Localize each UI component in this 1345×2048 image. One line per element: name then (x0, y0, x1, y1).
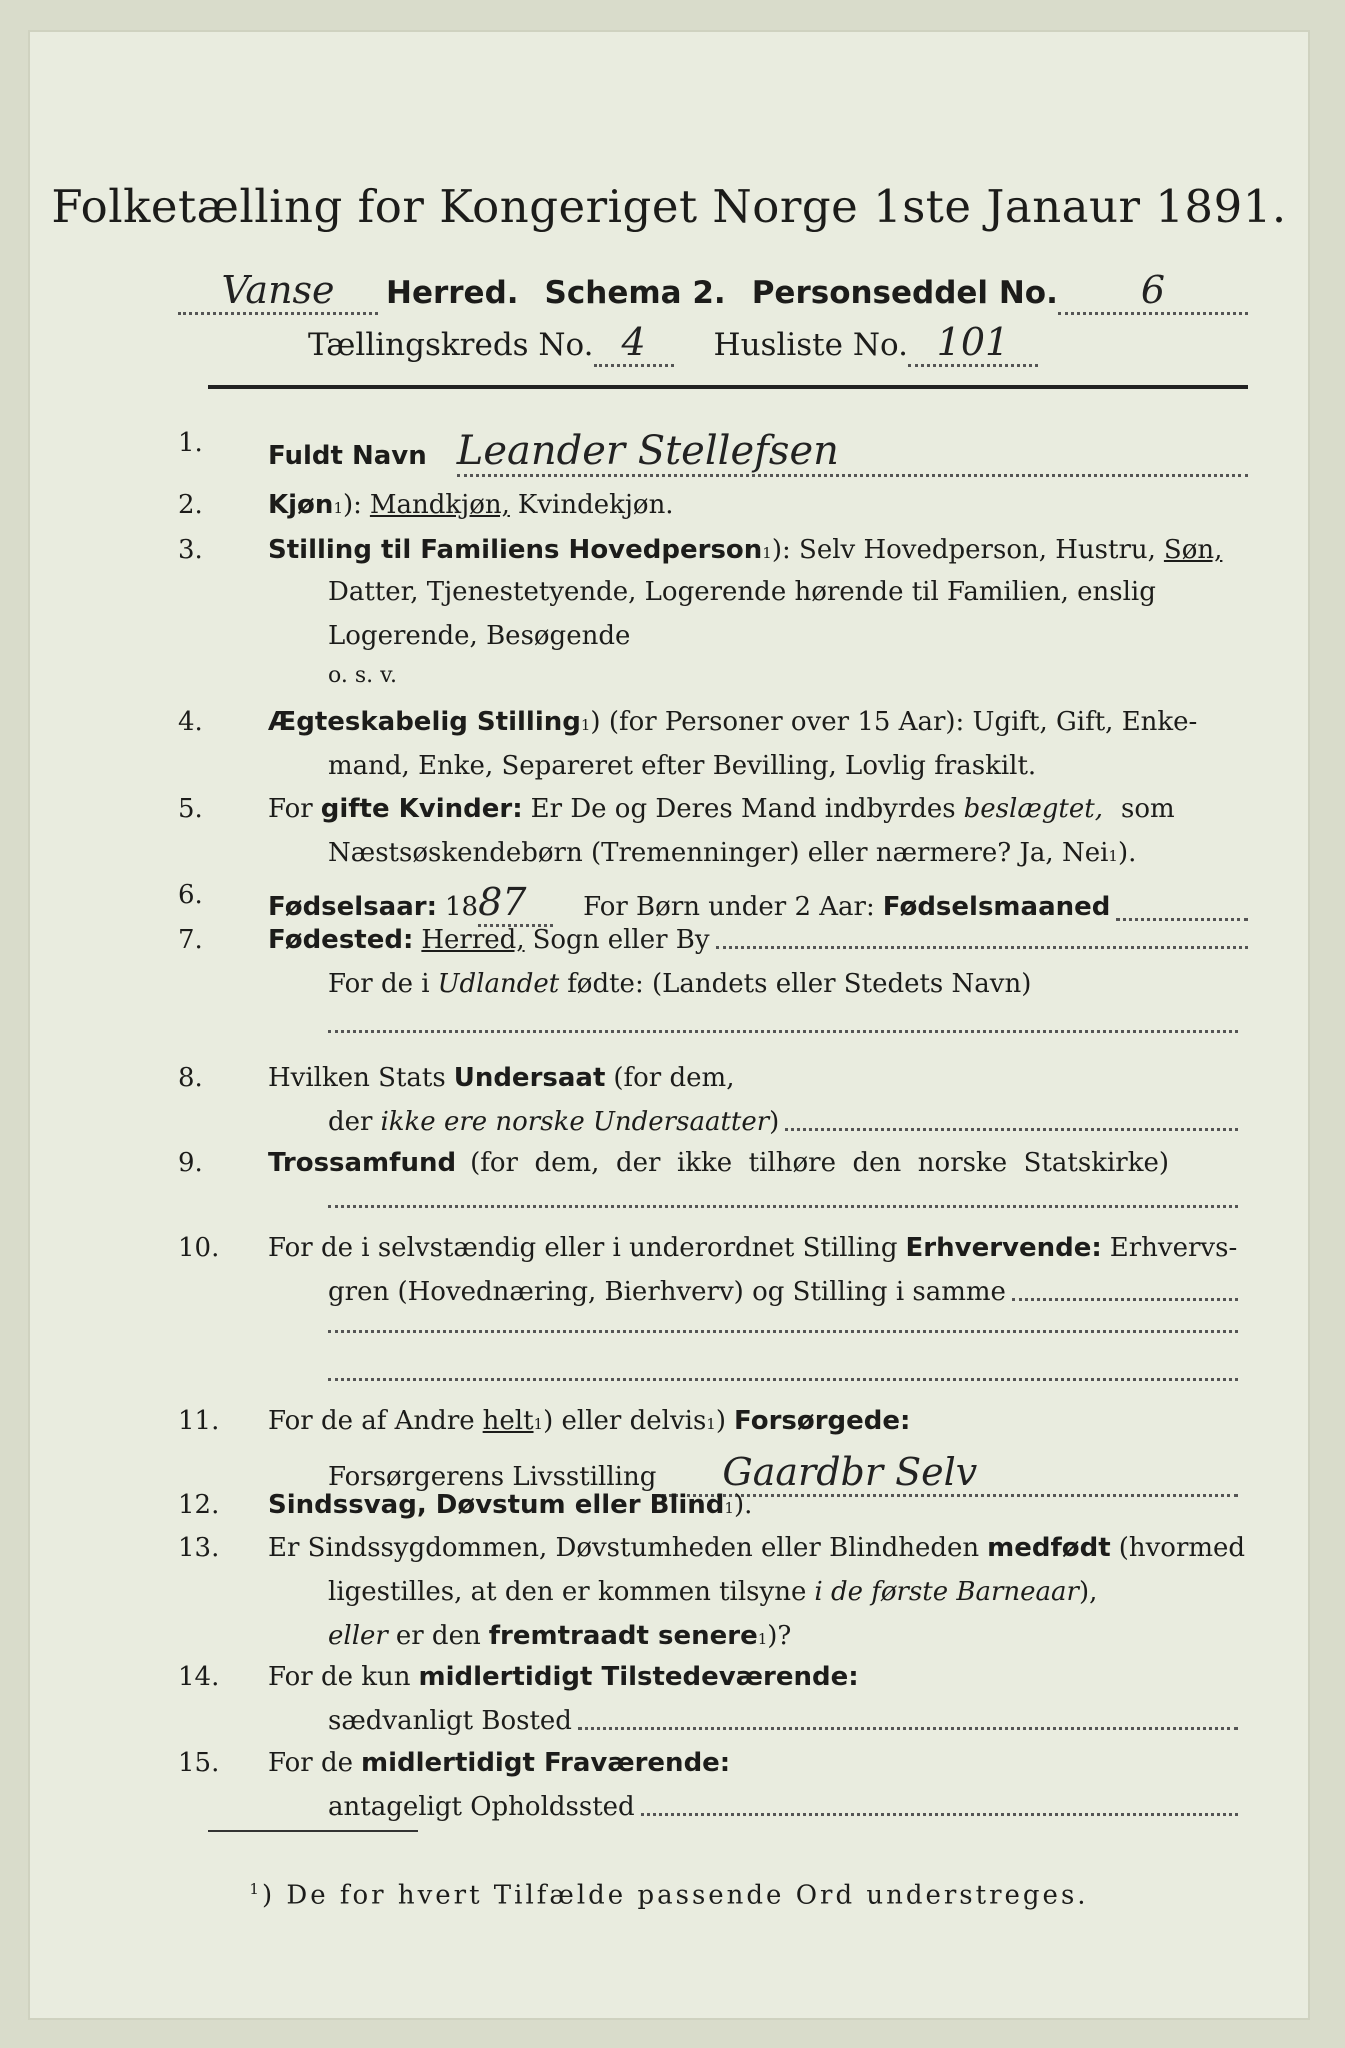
fuldt-navn-label: Fuldt Navn (268, 441, 427, 471)
kreds-line (308, 320, 1188, 367)
year-handwriting: 87 (478, 880, 553, 927)
ligestilles-text: ligestilles, at den er kommen tilsyne (328, 1577, 807, 1607)
trossamfund-label: Trossamfund (268, 1148, 457, 1178)
footnote-sup: 1 (249, 1880, 262, 1898)
born-under-2-text: For Børn under 2 Aar: (583, 892, 875, 922)
delvis-text: ) eller delvis (543, 1406, 707, 1436)
husliste-label: Husliste No. (713, 327, 908, 363)
tilstedevaerende-label: midlertidigt Tilstedeværende: (418, 1662, 859, 1692)
kjon-colon: ): (342, 490, 362, 520)
item-number: 4. (178, 707, 203, 737)
fodested-field (716, 945, 1248, 949)
item-number: 11. (178, 1406, 220, 1436)
erhvervende-label: Erhvervende: (905, 1233, 1102, 1263)
sindssvag-label: Sindssvag, Døvstum eller Blind (268, 1490, 725, 1520)
herred-option: Herred, (421, 925, 525, 955)
erhverv-text: For de i selvstændig eller i underordnet Stilling (268, 1233, 898, 1263)
beslaegtet-text: beslægtet, (963, 794, 1103, 824)
fremtraadt-label: fremtraadt senere (488, 1621, 758, 1651)
stilling-line-3: Logerende, Besøgende (328, 621, 631, 651)
udland-text-a: For de i (328, 969, 430, 999)
for-text: For (268, 794, 313, 824)
der-text: der (328, 1107, 373, 1137)
erhverv-field (1012, 1297, 1238, 1301)
opholdssted-field (641, 1812, 1238, 1816)
item-number: 7. (178, 925, 203, 955)
kvindekjon-option: Kvindekjøn. (517, 490, 674, 520)
herred-label: Herred. (386, 275, 519, 311)
item-number: 8. (178, 1063, 203, 1093)
end-text: ). (733, 1490, 753, 1520)
udland-text-b: fødte: (Landets eller Stedets Navn) (567, 969, 1032, 999)
trossamfund-field (328, 1205, 1238, 1208)
footnote (28, 1880, 1310, 1911)
hvormed-text: (hvormed (1118, 1533, 1246, 1563)
item-number: 2. (178, 490, 203, 520)
livsstilling-handwriting: Gaardbr Selv (662, 1450, 1238, 1497)
year-prefix: 18 (445, 892, 479, 922)
hvilken-stats-text: Hvilken Stats (268, 1063, 446, 1093)
aegteskab-label: Ægteskabelig Stilling (268, 707, 581, 737)
schema-label: Schema 2. (544, 275, 726, 311)
trossamfund-text: (for dem, der ikke tilhøre den norske Statskirke) (470, 1148, 1169, 1178)
gifte-kvinder-line-2: Næstsøskendebørn (Tremenninger) eller nærmere? Ja, Nei (328, 838, 1109, 868)
erhverv-field-2 (328, 1330, 1238, 1333)
footnote-mark: 1 (580, 716, 591, 734)
undersaat-label: Undersaat (453, 1063, 606, 1093)
footnote-mark: 1 (762, 544, 772, 562)
gifte-kvinder-question: Er De og Deres Mand indbyrdes (530, 794, 956, 824)
opholdssted-text: antageligt Opholdssted (328, 1792, 635, 1822)
herred-handwriting: Vanse (178, 268, 378, 315)
forsorget-text: For de af Andre (268, 1406, 475, 1436)
form-title: Folketælling for Kongeriget Norge 1ste Janaur 1891. (51, 180, 1287, 233)
herred-line (178, 268, 1248, 315)
medfodt-label: medfødt (987, 1533, 1111, 1563)
fravaerende-label: midlertidigt Fraværende: (361, 1748, 731, 1778)
item-number: 5. (178, 794, 203, 824)
erhvervs-text: Erhvervs- (1109, 1233, 1238, 1263)
item-number: 9. (178, 1148, 203, 1178)
aegteskab-options: ) (for Personer over 15 Aar): Ugift, Gift, Enke- (590, 707, 1198, 737)
item-number: 12. (178, 1490, 220, 1520)
gifte-kvinder-label: gifte Kvinder: (320, 794, 523, 824)
personseddel-handwriting: 6 (1058, 268, 1248, 315)
erhverv-field-3 (328, 1378, 1238, 1381)
sindssygdom-text: Er Sindssygdommen, Døvstumheden eller Blindheden (268, 1533, 980, 1563)
personseddel-label: Personseddel No. (751, 275, 1058, 311)
eller-text: eller (328, 1621, 388, 1651)
header-rule (208, 385, 1248, 389)
paren: ) (715, 1406, 726, 1436)
item-number: 14. (178, 1662, 220, 1692)
footnote-mark: 1 (333, 499, 343, 517)
item-number: 6. (178, 880, 203, 910)
erhverv-line-2: gren (Hovednæring, Bierhverv) og Stilling i samme (328, 1277, 1006, 1307)
kreds-label: Tællingskreds No. (308, 327, 594, 363)
item-number: 13. (178, 1533, 220, 1563)
footnote-text: ) De for hvert Tilfælde passende Ord understreges. (261, 1880, 1089, 1911)
fodselsaar-label: Fødselsaar: (268, 892, 437, 922)
aegteskab-line-2: mand, Enke, Separeret efter Bevilling, Lovlig fraskilt. (328, 751, 1037, 781)
stilling-options: ): Selv Hovedperson, Hustru, (771, 535, 1156, 565)
census-form: Folketælling for Kongeriget Norge 1ste Janaur 1891. Vanse Herred. Schema 2. Personseddel No. 6 Tællingskreds No. 4 Husliste No. 101 1. Fuldt Navn Leander Stellefsen 2. Kjøn 1 ): Mandkjøn, Kvindekjøn. 3. Stilling til Familiens Hovedperson 1 ): Selv Hovedperson, Hustru, Søn, Datter, Tjenestetyende, Logerende hørende til Familien, enslig Logerende, Besøgende o. s. v. 4. Ægteskabelig Stilling 1 ) (for Personer over 15 Aar): Ugift, Gift, Enke- mand, Enke, Separeret efter Bevilling, Lovlig fraskilt. 5. For gifte Kvinder: Er De og Deres Mand indbyrdes beslægtet, som Næstsøskendebørn (Tremenninger) eller nærmere? Ja, Nei 1 ). 6. Fødselsaar: 18 87 For Børn under 2 Aar: Fødselsmaaned 7. Fødested: Herred, Sogn eller By For de i Udlandet fødte: (Landets eller Stedets Navn) 8. Hvilken Stats Undersaat (for dem, der ikke ere norske Undersaatter ) 9. Trossamfund (for dem, der ikke tilhøre den norske Statskirke) 10. For de i selvstændig eller i underordnet Stilling Erhvervende: Erhvervs- gren (Hovednæring, Bierhverv) og Stilling i samme 11. For de af Andre helt 1 ) eller delvis 1 ) Forsørgede: Forsørgerens Livsstilling Gaardbr Selv 12. Sindssvag, Døvstum eller Blind 1 ). 13. Er Sindssygdommen, Døvstumheden eller Blindheden medfødt (hvormed ligestilles, at den er kommen tilsyne i de første Barneaar ), eller er den fremtraadt senere 1 )? 14. For de kun midlertidigt Tilstedeværende: sædvanligt Bosted 15. For de midlertidigt Fraværende: antageligt Opholdssted $^1$) De for hvert Tilfælde passende Ord understreges. (28, 30, 1310, 2020)
udland-field (328, 1030, 1238, 1033)
son-option: Søn, (1163, 535, 1223, 565)
item-number: 15. (178, 1748, 220, 1778)
item-number: 3. (178, 535, 203, 565)
fodselsmaaned-field (1116, 917, 1248, 921)
helt-option: helt (482, 1406, 534, 1436)
sogn-by-text: Sogn eller By (532, 925, 710, 955)
close-text: ), (1078, 1577, 1098, 1607)
husliste-handwriting: 101 (908, 320, 1038, 367)
som-text: som (1120, 794, 1175, 824)
for-dem-text: (for dem, (613, 1063, 735, 1093)
question-end: )? (767, 1621, 792, 1651)
stilling-line-4: o. s. v. (328, 663, 397, 688)
for-de-text: For de (268, 1748, 353, 1778)
for-de-kun-text: For de kun (268, 1662, 411, 1692)
undersaat-field (785, 1127, 1238, 1131)
name-handwriting: Leander Stellefsen (457, 428, 1248, 477)
barneaar-text: i de første Barneaar (814, 1577, 1079, 1607)
item-number: 1. (178, 428, 203, 458)
er-den-text: er den (395, 1621, 481, 1651)
fodested-label: Fødested: (268, 925, 414, 955)
forsorgede-label: Forsørgede: (734, 1406, 911, 1436)
kreds-handwriting: 4 (594, 320, 674, 367)
kjon-label: Kjøn (268, 490, 334, 520)
bosted-text: sædvanligt Bosted (328, 1706, 572, 1736)
bosted-field (578, 1726, 1238, 1730)
item-number: 10. (178, 1233, 220, 1263)
stilling-label: Stilling til Familiens Hovedperson (268, 535, 763, 565)
udlandet-text: Udlandet (437, 969, 560, 999)
fodselsmaaned-label: Fødselsmaaned (882, 892, 1111, 922)
ikke-norske-text: ikke ere norske Undersaatter (380, 1107, 770, 1137)
close-paren: ) (769, 1107, 780, 1137)
footnote-rule (208, 1830, 418, 1832)
mandkjon-option: Mandkjøn, (369, 490, 510, 520)
livsstilling-text: Forsørgerens Livsstilling (328, 1462, 657, 1492)
stilling-line-2: Datter, Tjenestetyende, Logerende hørende til Familien, enslig (328, 577, 1156, 607)
